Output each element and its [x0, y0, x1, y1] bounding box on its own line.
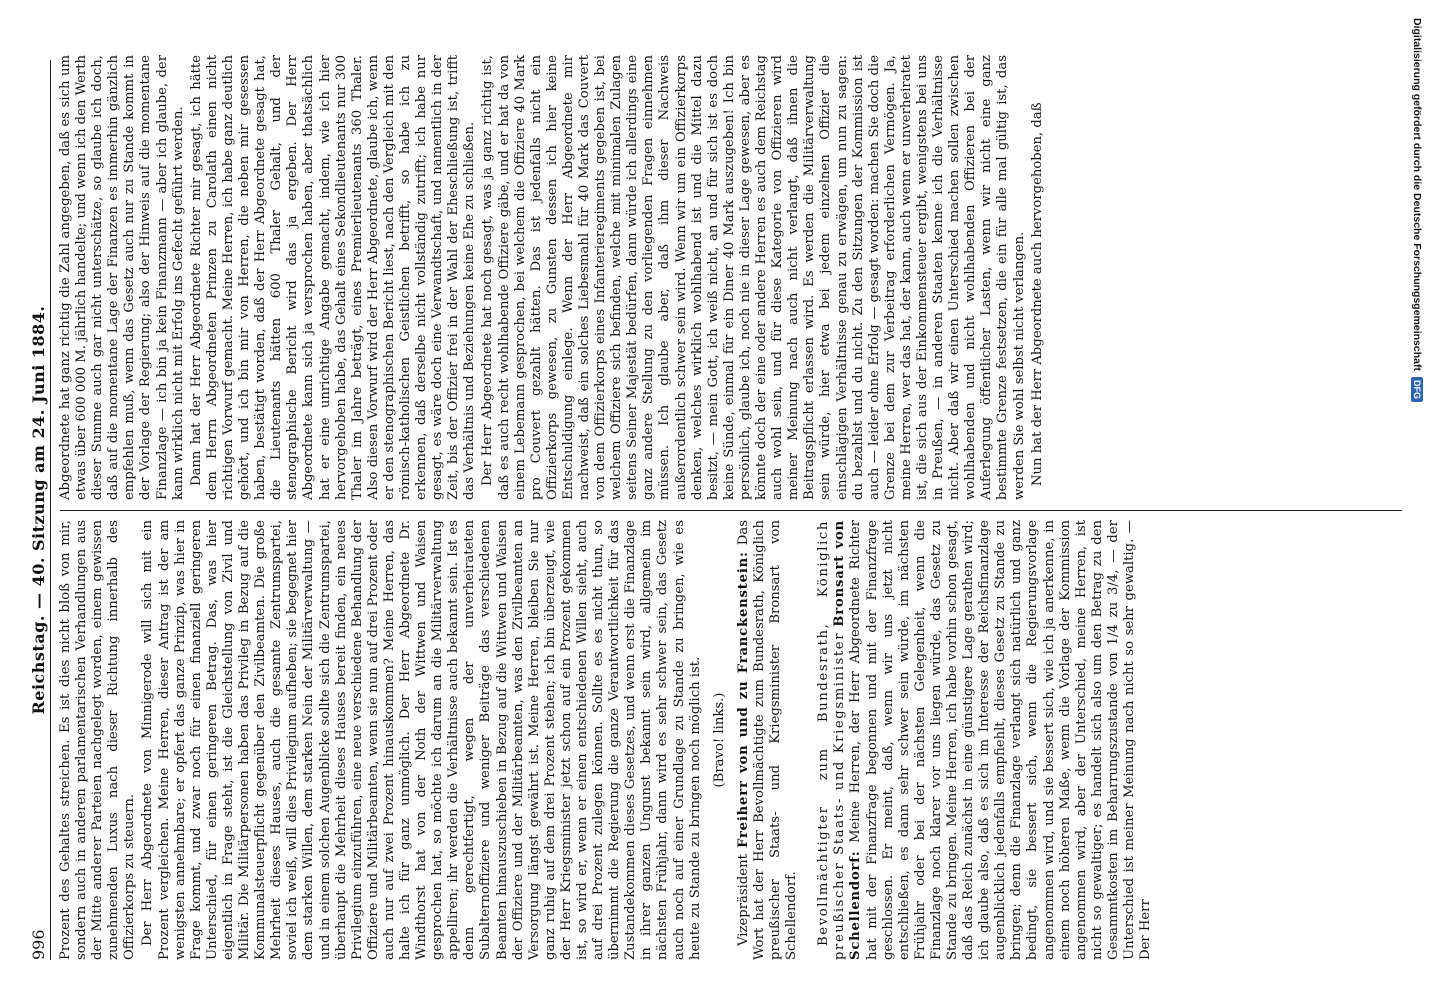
right-paragraph-3: Der Herr Abgeordnete hat noch gesagt, was ja ganz richtig ist, daß es auch recht wohlhabende Offiziere gäbe, und er hat da von einem Lebemann gesprochen, bei welchem die Offiziere 40 Mark pro Couvert gezahlt hätten. Das ist jedenfalls nicht ein Offizierkorps gewesen, zu Gunsten dessen ich hier keine Entschuldigung einlege. Wenn der Herr Abgeordnete mir nachweist, daß ein solches Liebesmahl für 40 Mark das Couvert von dem Offizierkorps eines Infanterieregiments gegeben ist, bei welchem Offiziere sich befinden, welche mit minimalen Zulagen seitens Seiner Majestät bedürfen, dann würde ich allerdings eine ganz andere Stellung zu den vorliegenden Fragen einnehmen müssen. Ich glaube aber, daß ihm dieser Nachweis außerordentlich schwer sein wird. Wenn wir um ein Offizierkorps denken, welches wirklich wohlhabend ist und die Mittel dazu besitzt, — mein Gott, ich weiß nicht, an und für sich ist es doch keine Sünde, einmal für ein Diner 40 Mark auszugeben! Ich bin persönlich, glaube ich, noch nie in dieser Lage gewesen, aber es könnte doch der eine oder andere Herren es auch dem Reichstag auch wohl sein, und für diese Kategorie von Offizieren wird meiner Meinung nach auch nicht verlangt, daß ihnen die Beitragspflicht erlassen wird. Es werden die Militärverwaltung sein würde, hier etwa bei jedem einzelnen Offizier die einschlägigen Verhältnisse genau zu erwägen, um nun zu sagen: du bezahlst und du nicht. Zu den Sitzungen der Kommission ist auch — leider ohne Erfolg — gesagt worden: machen Sie doch die Grenze bei dem zur Verbeitrag erforderlichen Vermögen. Ja, meine Herren, wer das hat, der kann, auch wenn er unverheiratet ist, die sich aus der Einkommensteuer ergibt, wenigstens bei uns in Preußen, — in anderen Staaten kenne ich die Verhältnisse nicht. Aber daß wir einen Unterschied machen sollen zwischen wohlhabenden und nicht wohlhabenden Offizieren bei der Auferlegung öffentlicher Lasten, wenn wir nicht eine ganz bestimmte Grenze festsetzen, die ein für alle mal gültig ist, das werden Sie wohl selbst nicht verlangen.: [480, 55, 1027, 500]
page-title: Reichstag. — 40. Sitzung am 24. Juni 1884.: [29, 305, 48, 715]
vice-president-paragraph: [736, 520, 800, 960]
vp-role: Vizepräsident: [735, 854, 751, 946]
minister-role: Bevollmächtigter zum Bundesrath, Königlich preußischer Staats- und Kriegsminister: [816, 520, 848, 960]
page-number: 996: [29, 929, 48, 960]
minister-paragraph: [816, 520, 1154, 960]
dfg-logo: DFG: [1411, 377, 1423, 402]
left-column: [58, 520, 1392, 960]
digitization-credit: [1408, 18, 1426, 958]
vp-text: Das Wort hat der Herr Bevollmächtigte zum Bundesrath, Königlich preußischer Staats- und Kriegsminister Bronsart von Schellendorf.: [735, 520, 800, 960]
minister-name: Bronsart von Schellendorf:: [832, 520, 864, 960]
left-paragraph-1: Prozent des Gehaltes streichen. Es ist dies nicht bloß von mir, sondern auch in anderen parlamentarischen Verhandlungen aus der Mitte anderer Parteien nachgelegt worden, einem gewissen zunehmenden Luxus nach dieser Richtung innerhalb des Offizierkorps zu steuern.: [58, 520, 138, 960]
column-divider: [60, 510, 1402, 511]
credit-text: Digitalisierung gefördert durch die Deutsche Forschungsgemeinschaft: [1411, 18, 1423, 371]
right-paragraph-2: Dann hat der Herr Abgeordnete Richter mir gesagt, ich hätte dem Herrn Abgeordneten Prinzen zu Carolath einen nicht richtigen Vorwurf gemacht. Meine Herren, ich habe ganz deutlich gehört, und ich bin mir von Herren, die neben mir gesessen haben, bestätigt worden, daß der Herr Abgeordnete gesagt hat, die Lieutenants hätten 600 Thaler Gehalt, und der stenographische Bericht wird das ja ergeben. Der Herr Abgeordnete kann sich ja versprochen haben, aber thatsächlich hat er eine unrichtige Angabe gemacht, indem, wie ich hier hervorgehoben habe, das Gehalt eines Sekondlieutenants nur 300 Thaler im Jahre beträgt, eines Premierlieutenants 360 Thaler. Also diesen Vorwurf wird der Herr Abgeordnete, glaube ich, wenn er den stenographischen Bericht liest, nach den Vergleich mit den römisch-katholischen Geistlichen betrifft, so habe ich zu erkennen, daß derselbe nicht vollständig zutrifft; ich habe nur gesagt, es wäre doch eine Verwandtschaft, und namentlich in der Zeit, bis der Offizier frei in der Wahl der Eheschließung ist, trifft das Verhältnis und Beziehungen keine Ehe zu schließen.: [188, 55, 478, 500]
applause-note: (Bravo! links.): [711, 692, 727, 788]
right-column: [58, 55, 1392, 500]
vp-name: Freiherr von und zu Franckenstein:: [735, 551, 751, 849]
right-paragraph-4: Nun hat der Herr Abgeordnete auch hervorgehoben, daß: [1029, 102, 1045, 486]
minister-text: Meine Herren, der Herr Abgeordnete Richter hat mit der Finanzfrage begonnen und mit der Finanzfrage geschlossen. Er meint, daß, wenn wir uns jetzt nicht entschließen, es dann sehr schwer sein würde, im nächsten Frühjahr oder bei der nächsten Gelegenheit, wenn die Finanzlage noch klarer vor uns liegen würde, das Gesetz zu Stande zu bringen. Meine Herren, ich habe vorhin schon gesagt, daß das Reich zunächst in eine günstigere Lage gerathen wird; ich glaube also, daß es sich im Interesse der Reichsfinanzlage augenblicklich jedenfalls empfiehlt, dieses Gesetz zu Stande zu bringen; denn die Finanzlage verlangt sich natürlich und ganz bedingt, sie bessert sich, wenn die Regierungsvorlage angenommen wird, und sie bessert sich, wie ich ja anerkenne, in einem noch höheren Maße, wenn die Vorlage der Kommission angenommen wird, aber der Unterschied, meine Herren, ist nicht so gewaltiger; es handelt sich also um den Betrag zu den Gesammtkosten im Beharrungszustande von 1/4 zu 3/4, — der Unterschied ist meiner Meinung nach nicht so sehr gewaltig. — Der Herr: [848, 520, 1154, 960]
left-paragraph-2: Der Herr Abgeordnete von Minnigerode will sich mit ein Prozent vergleichen. Meine Herren, dieser Antrag ist der am wenigsten annehmbare; er opfert das ganze Prinzip, was hier in Frage kommt, und zwar noch für einen finanziell geringeren Unterschied, für einen geringeren Betrag. Das, was hier eigentlich in Frage steht, ist die Gleichstellung von Zivil und Militär. Die Militärpersonen haben das Privileg in Bezug auf die Kommunalsteuerpflicht gegenüber den Zivilbeamten. Die große Mehrheit dieses Hauses, auch die gesamte Zentrumspartei, soviel ich weiß, will dies Privilegium aufheben; sie begegnet hier dem starken Willen, dem starken Nein der Militärverwaltung — und in einem solchen Augenblicke sollte sich die Zentrumspartei, überhaupt die Mehrheit dieses Hauses bereit finden, ein neues Privilegium einzuführen, eine neue verschiedene Behandlung der Offiziere und Militärbeamten, wenn sie nun auf drei Prozent oder auch nur auf zwei Prozent hinauskommen? Meine Herren, das halte ich für ganz unmöglich. Der Herr Abgeordnete Dr. Windthorst hat von der Noth der Wittwen und Waisen gesprochen hat, so möchte ich darum an die Militärverwaltung appelliren; ihr werden die Verhältnisse auch bekannt sein. Ist es denn gerechtfertigt, wegen der unverheirateten Subalternoffiziere und weniger Beiträge das verschiedenen Beamten hinauszuschieben in Bezug auf die Wittwen und Waisen der Offiziere und der Militärbeamten, was den Zivilbeamten an Versorgung längst gewährt ist. Meine Herren, bleiben Sie nur ganz ruhig auf dem drei Prozent stehen; ich bin überzeugt, wie der Herr Kriegsminister jetzt schon auf ein Prozent gekommen ist, so wird er, wenn er einen entschiedenen Willen sieht, auch auf drei Prozent zulegen können. Sollte es es nicht thun, so übernimmt die Regierung die ganze Verantwortlichkeit für das Zustandekommen dieses Gesetzes, und wenn erst die Finanzlage in ihrer ganzen Ungunst bekannt sein wird, allgemein im nächsten Frühjahr, dann wird es sehr schwer sein, das Gesetz auch noch auf einer Grundlage zu Stande zu bringen, wie es heute zu Stande zu bringen noch möglich ist.: [140, 520, 703, 960]
digitization-credit-strip: [1410, 18, 1428, 958]
page-header: [20, 60, 51, 960]
right-paragraph-1: Abgeordnete hat ganz richtig die Zahl angegeben, daß es sich um etwas über 600 000 M. jährlich handelte; und wenn ich den Werth dieser Summe auch gar nicht unterschätze, so glaube ich doch, daß auf die momentane Lage der Finanzen es immerhin gänzlich empfehlen muß, wenn das Gesetz auch nur zu Stande kommt in der Vorlage der Regierung; also der Hinweis auf die momentane Finanzlage — ich bin ja kein Finanzmann — aber ich glaube, der kann wirklich nicht mit Erfolg ins Gefecht geführt werden.: [58, 55, 186, 500]
